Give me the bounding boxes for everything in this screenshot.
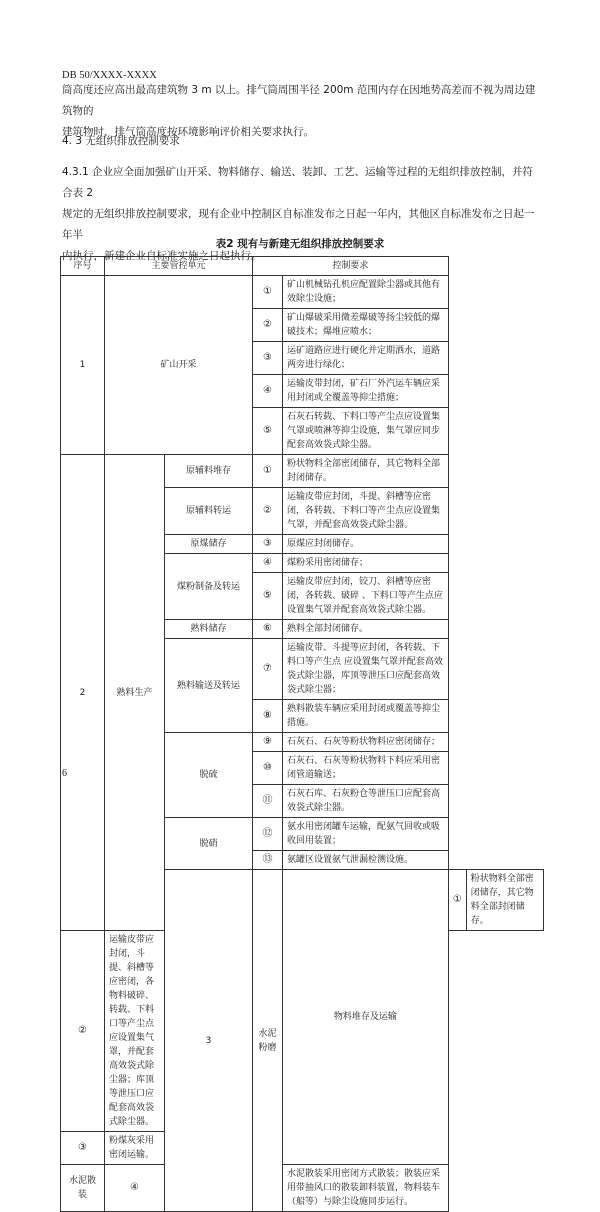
subunit-cell: 熟料输送及转运 — [165, 639, 253, 733]
item-mark: ② — [253, 488, 283, 535]
subunit-cell: 原辅料转运 — [165, 488, 253, 535]
item-mark: ① — [253, 455, 283, 488]
item-mark: ① — [253, 276, 283, 309]
item-mark: ③ — [61, 1132, 105, 1165]
seq-cell: 1 — [61, 276, 105, 455]
header-unit: 主要管控单元 — [105, 257, 253, 276]
clause-line: 规定的无组织排放控制要求，现有企业中控制区自标准发布之日起一年内，其他区自标准发布之日起一年半 — [62, 208, 535, 241]
item-mark: ② — [253, 309, 283, 342]
item-mark: ⑬ — [253, 851, 283, 870]
requirement-cell: 水泥散装采用密闭方式散装；散装应采用带抽风口的散装卸料装置，物料装车（船等）与除尘设施同步运行。 — [283, 1165, 449, 1212]
control-requirements-table — [60, 256, 544, 1212]
page-number: 6 — [62, 768, 67, 779]
group-cell: 熟料生产 — [105, 455, 165, 931]
subunit-cell: 熟料储存 — [165, 620, 253, 639]
table-row — [61, 455, 544, 488]
requirement-cell: 石灰石库、石灰粉仓等泄压口应配套高效袋式除尘器。 — [283, 785, 449, 818]
item-mark: ⑦ — [253, 639, 283, 700]
item-mark: ⑥ — [253, 620, 283, 639]
item-mark: ③ — [253, 342, 283, 375]
subunit-cell: 水泥散装 — [61, 1165, 105, 1212]
requirement-cell: 运输皮带、斗提等应封闭，各转载、下料口等产生点 应设置集气罩并配套高效袋式除尘器，库顶等泄压口应配套高效袋式除尘器； — [283, 639, 449, 700]
table-row — [61, 276, 544, 309]
item-mark: ② — [61, 931, 105, 1132]
subunit-cell: 脱硝 — [165, 818, 253, 870]
requirement-cell: 煤粉采用密闭储存； — [283, 554, 449, 573]
subunit-cell: 煤粉制备及转运 — [165, 554, 253, 620]
requirement-cell: 石灰石、石灰等粉状物料应密闭储存； — [283, 733, 449, 752]
group-cell: 矿山开采 — [105, 276, 253, 455]
header-req: 控制要求 — [253, 257, 449, 276]
item-mark: ⑪ — [253, 785, 283, 818]
item-mark: ④ — [253, 554, 283, 573]
requirement-cell: 石灰石转载、下料口等产尘点应设置集气罩或喷淋等抑尘设施，集气罩应同步配套高效袋式除尘器。 — [283, 408, 449, 455]
requirement-cell: 矿山机械钻孔机应配置除尘器或其他有效除尘设施； — [283, 276, 449, 309]
item-mark: ① — [448, 870, 466, 931]
item-mark: ⑫ — [253, 818, 283, 851]
requirement-cell: 氨水用密闭罐车运输，配氨气回收或吸收回用装置； — [283, 818, 449, 851]
requirement-cell: 粉状物料全部密闭储存，其它物料全部封闭储存。 — [466, 870, 543, 931]
header-seq: 序号 — [61, 257, 105, 276]
requirement-cell: 运输皮带封闭，矿石厂外汽运车辆应采用封闭或全覆盖等抑尘措施； — [283, 375, 449, 408]
seq-cell: 2 — [61, 455, 105, 931]
item-mark: ④ — [105, 1165, 165, 1212]
subunit-cell: 原辅料堆存 — [165, 455, 253, 488]
doc-code: DB 50/XXXX-XXXX — [62, 70, 157, 81]
seq-cell: 3 — [165, 870, 253, 1212]
intro-line: 筒高度还应高出最高建筑物 3 m 以上。排气筒周围半径 200m 范围内存在因地势高差而不视为周边建筑物的 — [62, 84, 536, 117]
table-header-row — [61, 257, 544, 276]
requirement-cell: 熟料散装车辆应采用封闭或覆盖等抑尘措施。 — [283, 700, 449, 733]
table-caption: 表2 现有与新建无组织排放控制要求 — [215, 238, 385, 250]
requirement-cell: 粉煤灰采用密闭运输。 — [105, 1132, 165, 1165]
requirement-cell: 氨罐区设置氨气泄漏检测设施。 — [283, 851, 449, 870]
subunit-cell: 原煤储存 — [165, 535, 253, 554]
requirement-cell: 运输皮带应封闭，铰刀、斜槽等应密闭，各转载、破碎 、下料口等产生点应设置集气罩并配套高效袋式除尘器。 — [283, 573, 449, 620]
subunit-cell: 脱硫 — [165, 733, 253, 818]
requirement-cell: 矿山爆破采用微差爆破等扬尘较低的爆破技术；爆堆应喷水； — [283, 309, 449, 342]
requirement-cell: 运矿道路应进行硬化并定期洒水，道路两旁进行绿化； — [283, 342, 449, 375]
requirement-cell: 石灰石、石灰等粉状物料下料应采用密闭管道输送； — [283, 752, 449, 785]
subunit-cell: 物料堆存及运输 — [283, 870, 449, 1165]
item-mark: ⑩ — [253, 752, 283, 785]
requirement-cell: 熟料全部封闭储存。 — [283, 620, 449, 639]
requirement-cell: 粉状物料全部密闭储存，其它物料全部封闭储存。 — [283, 455, 449, 488]
requirement-cell: 运输皮带应封闭，斗提、斜槽等应密闭，各转载、下料口等产尘点应设置集气罩，并配套高效袋式除尘器。 — [283, 488, 449, 535]
intro-line: 建筑物时，排气筒高度按环境影响评价相关要求执行。 — [62, 126, 314, 138]
clause-line: 内执行，新建企业自标准实施之日起执行。 — [62, 250, 262, 262]
clause-paragraph — [62, 162, 542, 267]
item-mark: ③ — [253, 535, 283, 554]
clause-line: 4.3.1 企业应全面加强矿山开采、物料储存、输送、装卸、工艺、运输等过程的无组织排放控制，并符合表 2 — [62, 166, 534, 199]
requirement-cell: 运输皮带应封闭，斗提、斜槽等应密闭，各物料破碎、转载、下料口等产尘点应设置集气罩，并配套高效袋式除尘器；库顶等泄压口应配套高效袋式除尘器。 — [105, 931, 165, 1132]
table-row — [61, 1165, 544, 1212]
item-mark: ④ — [253, 375, 283, 408]
item-mark: ⑧ — [253, 700, 283, 733]
section-title: 4. 3 无组织排放控制要求 — [62, 135, 180, 147]
group-cell: 水泥粉磨 — [253, 870, 283, 1212]
requirement-cell: 原煤应封闭储存。 — [283, 535, 449, 554]
item-mark: ⑤ — [253, 408, 283, 455]
item-mark: ⑤ — [253, 573, 283, 620]
item-mark: ⑨ — [253, 733, 283, 752]
